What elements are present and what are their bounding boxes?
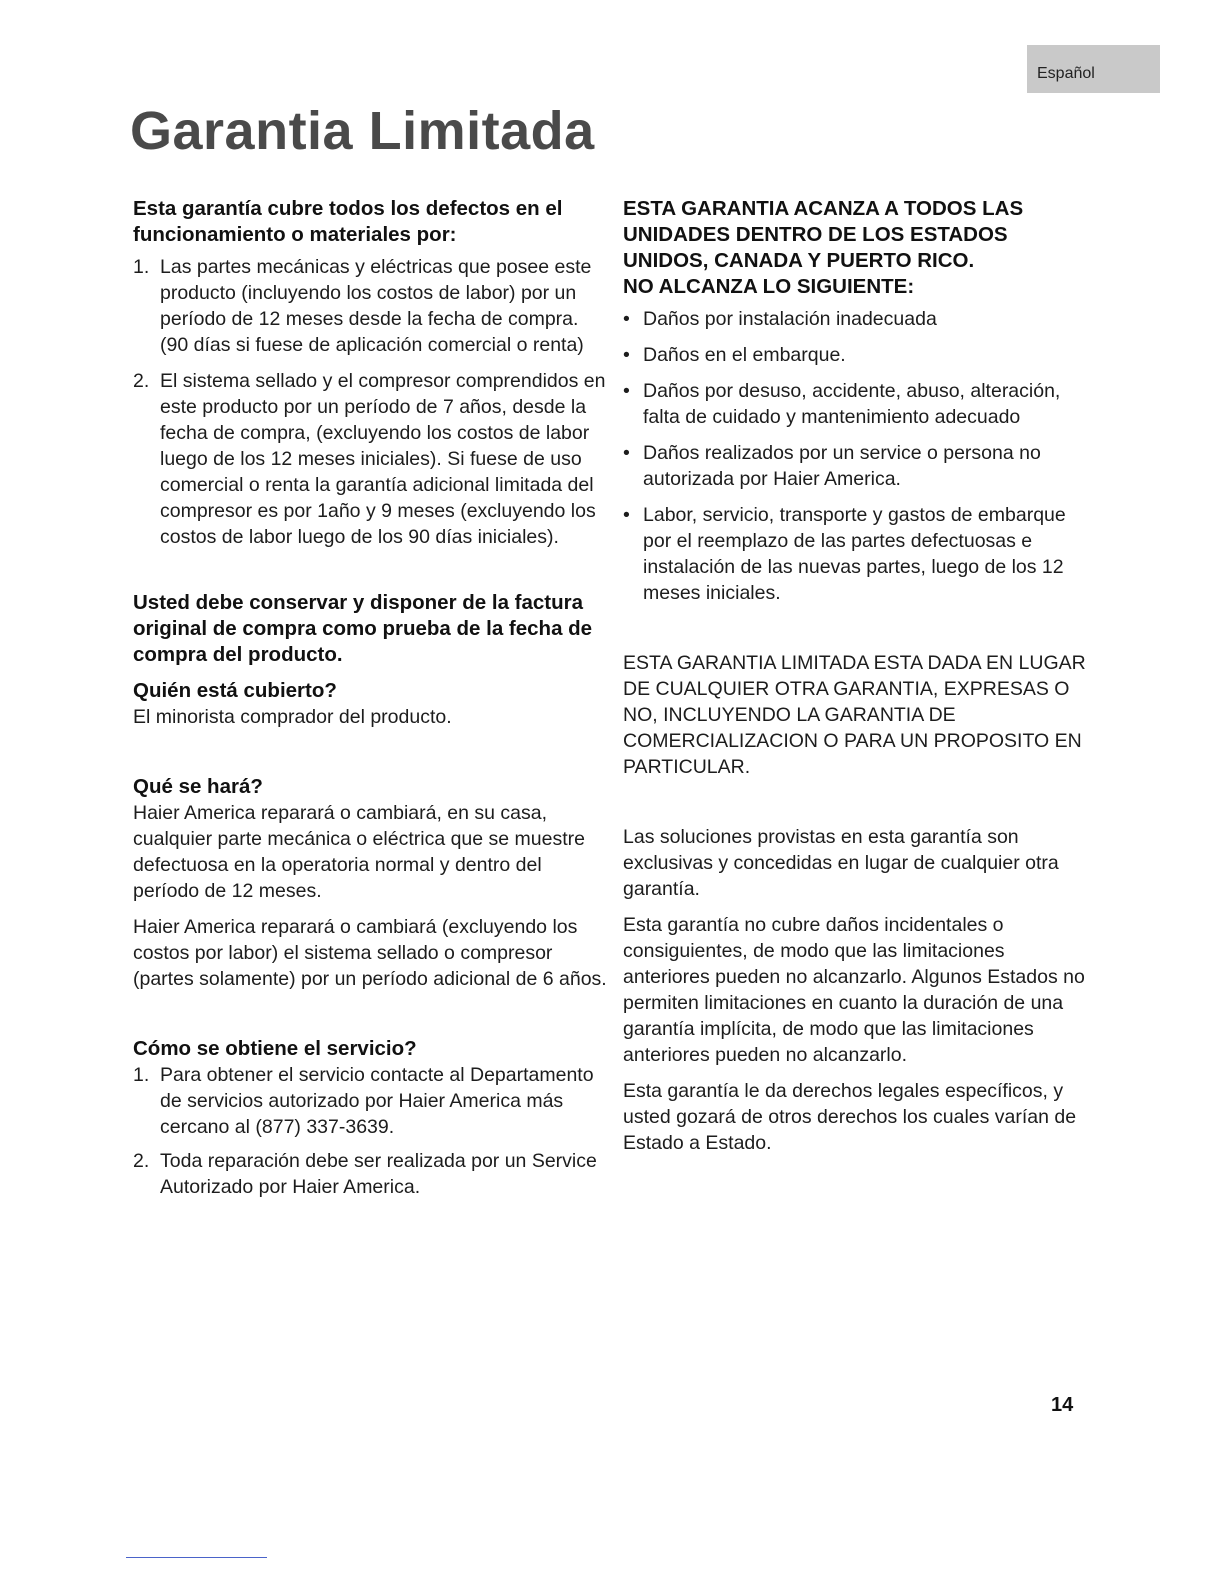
list-item (133, 1148, 608, 1200)
item-text: Labor, servicio, transporte y gastos de embarque por el reemplazo de las partes defectuosas e instalación de las nuevas partes, luego de los 12 meses iniciales. (643, 504, 1066, 604)
bullet-icon: • (623, 380, 630, 402)
what-done-text-2: Haier America reparará o cambiará (excluyendo los costos por labor) el sistema sellado o compresor (partes solamente) por un período adicional de 6 años. (133, 916, 607, 990)
language-tab: Español (1027, 45, 1160, 93)
bullet-icon: • (623, 442, 630, 464)
item-number: 1. (133, 256, 150, 278)
limited-warranty-paragraph: ESTA GARANTIA LIMITADA ESTA DADA EN LUGAR DE CUALQUIER OTRA GARANTIA, EXPRESAS O NO, INCLUYENDO LA GARANTIA DE COMERCIALIZACION O PARA UN PROPOSITO EN PARTICULAR. (623, 652, 1086, 778)
item-text: Las partes mecánicas y eléctricas que posee este producto (incluyendo los costos de labor) por un período de 12 meses desde la fecha de compra. (90 días si fuese de aplicación comercial o renta) (160, 256, 592, 356)
bullet-icon: • (623, 344, 630, 366)
item-number: 2. (133, 370, 150, 392)
item-number: 1. (133, 1064, 150, 1086)
list-item (133, 368, 608, 550)
item-text: Daños en el embarque. (643, 344, 846, 366)
list-item (623, 502, 1093, 606)
page-title: Garantia Limitada (130, 101, 595, 161)
list-item (623, 342, 1093, 368)
how-service-heading: Cómo se obtiene el servicio? (133, 1037, 417, 1060)
item-text: Daños por instalación inadecuada (643, 308, 937, 330)
item-number: 2. (133, 1150, 150, 1172)
right-column (623, 196, 1093, 1156)
item-text: El sistema sellado y el compresor comprendidos en este producto por un período de 7 años, desde la fecha de compra, (excluyendo los costos de labor luego de los 12 meses iniciales). Si fuese de uso comercial o renta la garantía adicional limitada del compresor es por 1año y 9 meses (excluyendo los costos de labor luego de los 90 días iniciales). (160, 370, 606, 548)
list-item (623, 440, 1093, 492)
incidental-damages-paragraph: Esta garantía no cubre daños incidentales o consiguientes, de modo que las limitaciones anteriores pueden no alcanzarlo. Algunos Estados no permiten limitaciones en cuanto la duración de una garantía implícita, de modo que las limitaciones anteriores pueden no alcanzarlo. (623, 914, 1085, 1066)
item-text: Toda reparación debe ser realizada por un Service Autorizado por Haier America. (160, 1150, 597, 1198)
service-list (133, 1062, 608, 1200)
exclusions-heading: NO ALCANZA LO SIGUIENTE: (623, 275, 915, 298)
item-text: Daños por desuso, accidente, abuso, alteración, falta de cuidado y mantenimiento adecuado (643, 380, 1061, 428)
who-covered-text: El minorista comprador del producto. (133, 706, 452, 728)
bullet-icon: • (623, 504, 630, 526)
item-text: Para obtener el servicio contacte al Departamento de servicios autorizado por Haier America más cercano al (877) 337-3639. (160, 1064, 594, 1138)
page-number: 14 (1051, 1394, 1074, 1416)
coverage-list (133, 254, 608, 550)
list-item (133, 1062, 608, 1140)
invoice-heading: Usted debe conservar y disponer de la factura original de compra como prueba de la fecha de compra del producto. (133, 591, 593, 666)
list-item (133, 254, 608, 358)
exclusions-list (623, 306, 1093, 606)
footer-link-underline (126, 1557, 267, 1558)
solutions-paragraph: Las soluciones provistas en esta garantía son exclusivas y concedidas en lugar de cualquier otra garantía. (623, 826, 1059, 900)
item-text: Daños realizados por un service o persona no autorizada por Haier America. (643, 442, 1041, 490)
legal-rights-paragraph: Esta garantía le da derechos legales específicos, y usted gozará de otros derechos los cuales varían de Estado a Estado. (623, 1080, 1077, 1154)
what-done-text-1: Haier America reparará o cambiará, en su casa, cualquier parte mecánica o eléctrica que se muestre defectuosa en la operatoria normal y dentro del período de 12 meses. (133, 802, 585, 902)
what-done-heading: Qué se hará? (133, 775, 263, 798)
list-item (623, 306, 1093, 332)
coverage-heading: Esta garantía cubre todos los defectos en el funcionamiento o materiales por: (133, 197, 563, 246)
left-column (133, 196, 608, 1200)
who-covered-heading: Quién está cubierto? (133, 679, 337, 702)
bullet-icon: • (623, 308, 630, 330)
list-item (623, 378, 1093, 430)
scope-heading: ESTA GARANTIA ACANZA A TODOS LAS UNIDADES DENTRO DE LOS ESTADOS UNIDOS, CANADA Y PUERTO RICO. (623, 197, 1024, 272)
